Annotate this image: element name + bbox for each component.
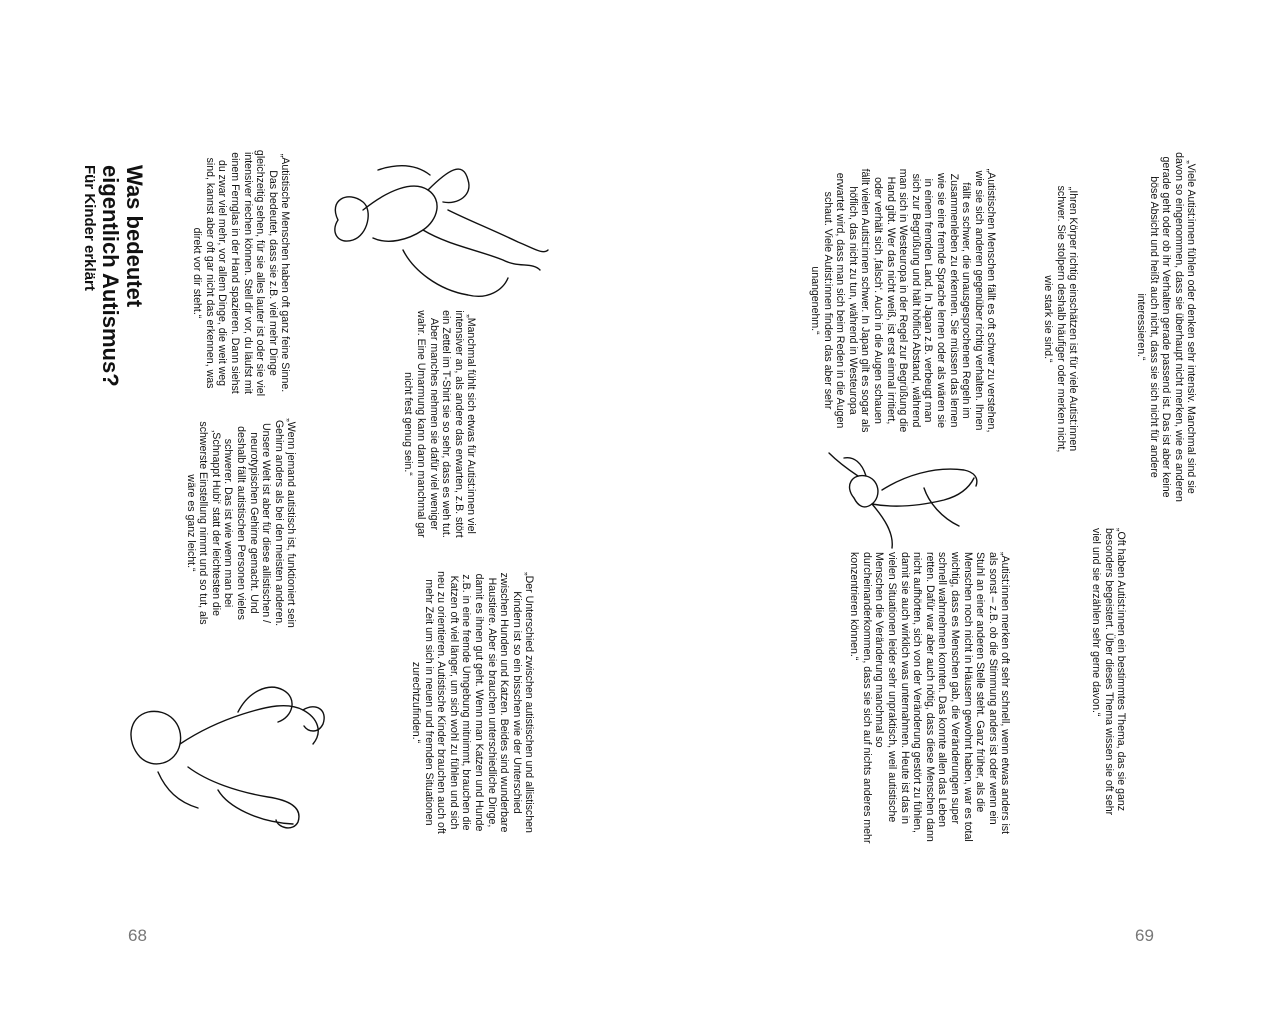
paragraph-rules [796, 168, 1010, 433]
paragraph-touch-text: „Manchmal fühlt sich etwas für Autist:innen viel intensiver an, als andere das erwarten, z.B. stört ein Zettel im T-Shirt sie so sehr, dass es weh tut. Aber manches nehmen sie dafür viel weniger wahr. Eine Umarmung kann dann manchmal gar nicht fest genug sein.“ [402, 310, 478, 538]
paragraph-intense-text: „Viele Autist:innen fühlen oder denken sehr intensiv. Manchmal sind sie davon so eingenommen, dass sie überhaupt nicht merken, wie es anderen gerade geht oder ob ihr Verhalten gerade passend ist. Das ist aber keine böse Absicht und heißt auch nicht, dass sie sich nicht für andere interessieren.“ [1135, 152, 1198, 502]
paragraph-senses [178, 148, 304, 398]
title-block [80, 165, 146, 545]
paragraph-touch [389, 304, 490, 544]
paragraph-change [835, 552, 1024, 844]
paragraph-topic-text: „Oft haben Autist:innen ein bestimmtes Thema, das sie ganz besonders begeistert. Über dieses Thema wissen sie oft sehr viel und sie erzählen sehr gerne davon.“ [1090, 528, 1128, 816]
paragraph-intense [1122, 152, 1210, 502]
paragraph-brain-text: „Wenn jemand autistisch ist, funktioniert sein Gehirn anders als bei den meisten anderen. Unsere Welt ist aber für diese allistischen / neurotypischen Gehirne gemacht. Und deshalb fällt autistischen Personen vieles schwerer. Das ist wie wenn man bei ‚Schnappt Hubi‘ statt der leichtesten die schwerste Einstellung nimmt und so tut, als wäre es ganz leicht.“ [184, 418, 298, 628]
right-page [640, 0, 1280, 1019]
page-title-line2: eigentlich Autismus? [98, 165, 123, 387]
paragraph-change-text: „Autist:innen merken oft sehr schnell, wenn etwas anders ist als sonst – z.B. ob die Stimmung anders ist oder wenn ein Stuhl an einer anderen Stelle steht. Ganz früher, als die Menschen noch nicht in Häusern gewohnt haben, war es total wichtig, dass es Menschen gab, die Veränderungen super schnell wahrnehmen konnten. Das konnte allen das Leben retten. Dafür war aber auch nötig, dass diese Menschen dann nicht aufhörten, sich von der Veränderung gestört zu fühlen, damit sie auch wirklich was unternahmen. Heute ist das in vielen Situationen leider sehr unpraktisch, weil autistische Menschen die Veränderung manchmal so durcheinanderkommen, dass sie sich auf nichts anderes mehr konzentrieren können.“ [848, 552, 1012, 844]
page-number-right: 69 [1135, 926, 1154, 945]
page-number-left: 68 [128, 926, 147, 945]
child-sketch-icon [318, 150, 558, 310]
sitting-child-sketch-icon [118, 672, 333, 834]
paragraph-body-text: „Ihren Körper richtig einschätzen ist für viele Autist:innen schwer. Sie stolpern deshalb häufiger oder merken nicht, wie stark sie sind.“ [1042, 185, 1080, 453]
paragraph-brain [171, 418, 310, 628]
paragraph-rules-text: „Autistischen Menschen fällt es oft schwer zu verstehen, wie sie sich anderen gegenüber richtig verhalten. Ihnen fällt es schwer, die unausgesprochenen Regeln im Zusammenleben zu erkennen. Sie müssen das lernen wie sie eine fremde Sprache lernen oder als wären sie in einem fremden Land. In Japan z.B. verbeugt man sich zur Begrüßung und hält höflich Abstand, während man sich in Westeuropa in der Regel zur Begrüßung die Hand gibt. Wer das nicht weiß, ist erst einmal irritiert, oder verhält sich ‚falsch‘. Auch in die Augen schauen fällt vielen Autist:innen schwer. In Japan gilt es sogar als höflich, das nicht zu tun, während in Westeuropa erwartet wird, dass man sich beim Reden in die Augen schaut. Viele Autist:innen finden das aber sehr unangenehm.“ [809, 168, 998, 433]
paragraph-topic [1077, 528, 1140, 828]
figure-sketch-icon [824, 448, 984, 558]
paragraph-senses-text: „Autistische Menschen haben oft ganz feine Sinne. Das bedeutet, dass sie z.B. viel mehr Dinge gleichzeitig sehen, für sie alles lauter ist oder sie viel intensiver riechen können. Stell dir vor, du läufst mit einem Fernglas in der Hand spazieren. Dann siehst du zwar viel mehr, vor allem Dinge, die weit weg sind, kannst aber oft gar nicht das erkennen, was direkt vor dir steht.“ [191, 149, 292, 397]
paragraph-pets-text: „Der Unterschied zwischen autistischen und allistischen Kindern ist so ein bisschen wie der Unterschied zwischen Hunden und Katzen. Beides sind wunderbare Haustiere. Aber sie brauchen unterschiedliche Dinge, damit es ihnen gut geht. Wenn man Katzen und Hunde z.B. in eine fremde Umgebung mitnimmt, brauchen die Katzen oft viel länger, um sich wohl zu fühlen und sich neu zu orientieren. Autistische Kinder brauchen auch oft mehr Zeit um sich in neuen und fremden Situationen zurechtzufinden.“ [410, 571, 536, 834]
paragraph-body [1029, 184, 1092, 454]
page-subtitle: Für Kinder erklärt [81, 165, 98, 291]
page-title-line1: Was bedeutet [122, 165, 147, 308]
paragraph-pets [397, 570, 548, 835]
